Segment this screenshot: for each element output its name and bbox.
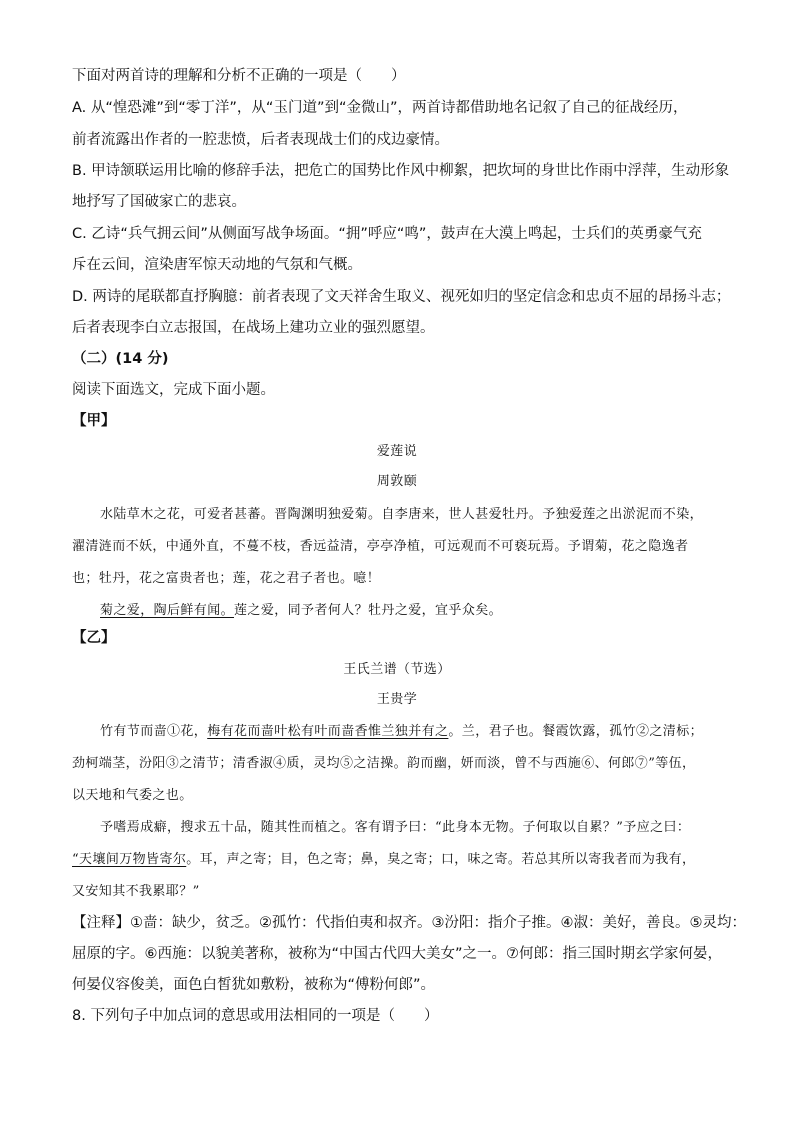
passage-yi-tag: 【乙】 <box>72 630 116 646</box>
section-heading: （二）(14 分) <box>72 351 169 367</box>
passage-yi-author: 王贵学 <box>376 692 418 707</box>
yi-para1-line2: 劲柯端茎，汾阳③之清节；清香淑④质，灵均⑤之洁操。韵而幽，妍而淡，曾不与西施⑥、何郎⑦”等伍， <box>72 756 696 771</box>
notes-line2: 屈原的字。⑥西施：以貌美著称，被称为“中国古代四大美女”之一。⑦何郎：指三国时期玄学家何晏， <box>72 946 723 962</box>
jia-para1-line3: 也；牡丹，花之富贵者也；莲，花之君子者也。噫！ <box>72 571 381 586</box>
notes-line1: 【注释】①啬：缺少，贫乏。②孤竹：代指伯夷和叔齐。③汾阳：指介子推。④淑：美好，善良。⑤灵均： <box>72 915 746 931</box>
question-stem: 下面对两首诗的理解和分析不正确的一项是（ ） <box>72 68 406 84</box>
option-b-line1: B. 甲诗颔联运用比喻的修辞手法，把危亡的国势比作风中柳絮，把坎坷的身世比作雨中浮萍，生动形象 <box>72 163 730 179</box>
yi-para2-line1: 予嗜焉成癖，搜求五十品，随其性而植之。客有谓予曰：“此身本无物。子何取以自累？”予应之曰： <box>100 820 691 835</box>
yi-para1-line1 <box>100 722 703 742</box>
option-d-line2: 后者表现李白立志报国，在战场上建功立业的强烈愿望。 <box>72 320 435 336</box>
option-c-line2: 斥在云间，渲染唐军惊天动地的气氛和气概。 <box>72 257 362 273</box>
option-b-line2: 地抒写了国破家亡的悲哀。 <box>72 194 246 210</box>
passage-jia-tag: 【甲】 <box>72 413 116 429</box>
jia-para2 <box>100 601 502 621</box>
option-a-line1: A. 从“惶恐滩”到“零丁洋”，从“玉门道”到“金微山”，两首诗都借助地名记叙了自己的征战经历， <box>72 100 688 116</box>
jia-para1-line2: 濯清涟而不妖，中通外直，不蔓不枝，香远益清，亭亭净植，可远观而不可亵玩焉。予谓菊，花之隐逸者 <box>72 539 689 554</box>
passage-yi-title: 王氏兰谱（节选） <box>343 662 451 677</box>
jia-underlined-sentence: 菊之爱，陶后鲜有闻。 <box>100 603 235 618</box>
option-c-line1: C. 乙诗“兵气拥云间”从侧面写战争场面。“拥”呼应“鸣”，鼓声在大漠上鸣起，士兵们的英勇豪气充 <box>72 226 702 242</box>
question-8: 8. 下列句子中加点词的意思或用法相同的一项是（ ） <box>72 1008 439 1024</box>
yi-para1-text-b: 。兰，君子也。餐霞饮露，孤竹②之清标； <box>448 724 704 739</box>
passage-jia-title: 爱莲说 <box>376 444 418 459</box>
yi-para2-line2 <box>72 850 695 870</box>
yi-para2-text: 。耳，声之寄；目，色之寄；鼻，臭之寄；口，味之寄。若总其所以寄我者而为我有， <box>186 852 696 867</box>
yi-underlined-quote: “天壤间万物皆寄尔 <box>72 852 187 867</box>
yi-para1-line3: 以天地和气委之也。 <box>72 788 193 803</box>
reading-instruction: 阅读下面选文，完成下面小题。 <box>72 382 275 398</box>
yi-underlined-sentence: 梅有花而啬叶松有叶而啬香惟兰独并有之 <box>207 724 449 739</box>
yi-para1-text-a: 竹有节而啬①花， <box>100 724 208 739</box>
option-a-line2: 前者流露出作者的一腔悲愤，后者表现战士们的戍边豪情。 <box>72 132 449 148</box>
jia-para2-rest: 莲之爱，同予者何人？牡丹之爱，宜乎众矣。 <box>234 603 503 618</box>
jia-para1-line1: 水陆草木之花，可爱者甚蕃。晋陶渊明独爱菊。自李唐来，世人甚爱牡丹。予独爱莲之出淤泥而不染， <box>100 507 704 522</box>
notes-line3: 何晏仪容俊美，面色白皙犹如敷粉，被称为“傅粉何郎”。 <box>72 977 436 993</box>
passage-jia-author: 周敦颐 <box>376 474 418 489</box>
yi-para2-line3: 又安知其不我累耶？” <box>72 884 200 899</box>
option-d-line1: D. 两诗的尾联都直抒胸臆：前者表现了文天祥舍生取义、视死如归的坚定信念和忠贞不屈的昂扬斗志； <box>72 289 731 305</box>
